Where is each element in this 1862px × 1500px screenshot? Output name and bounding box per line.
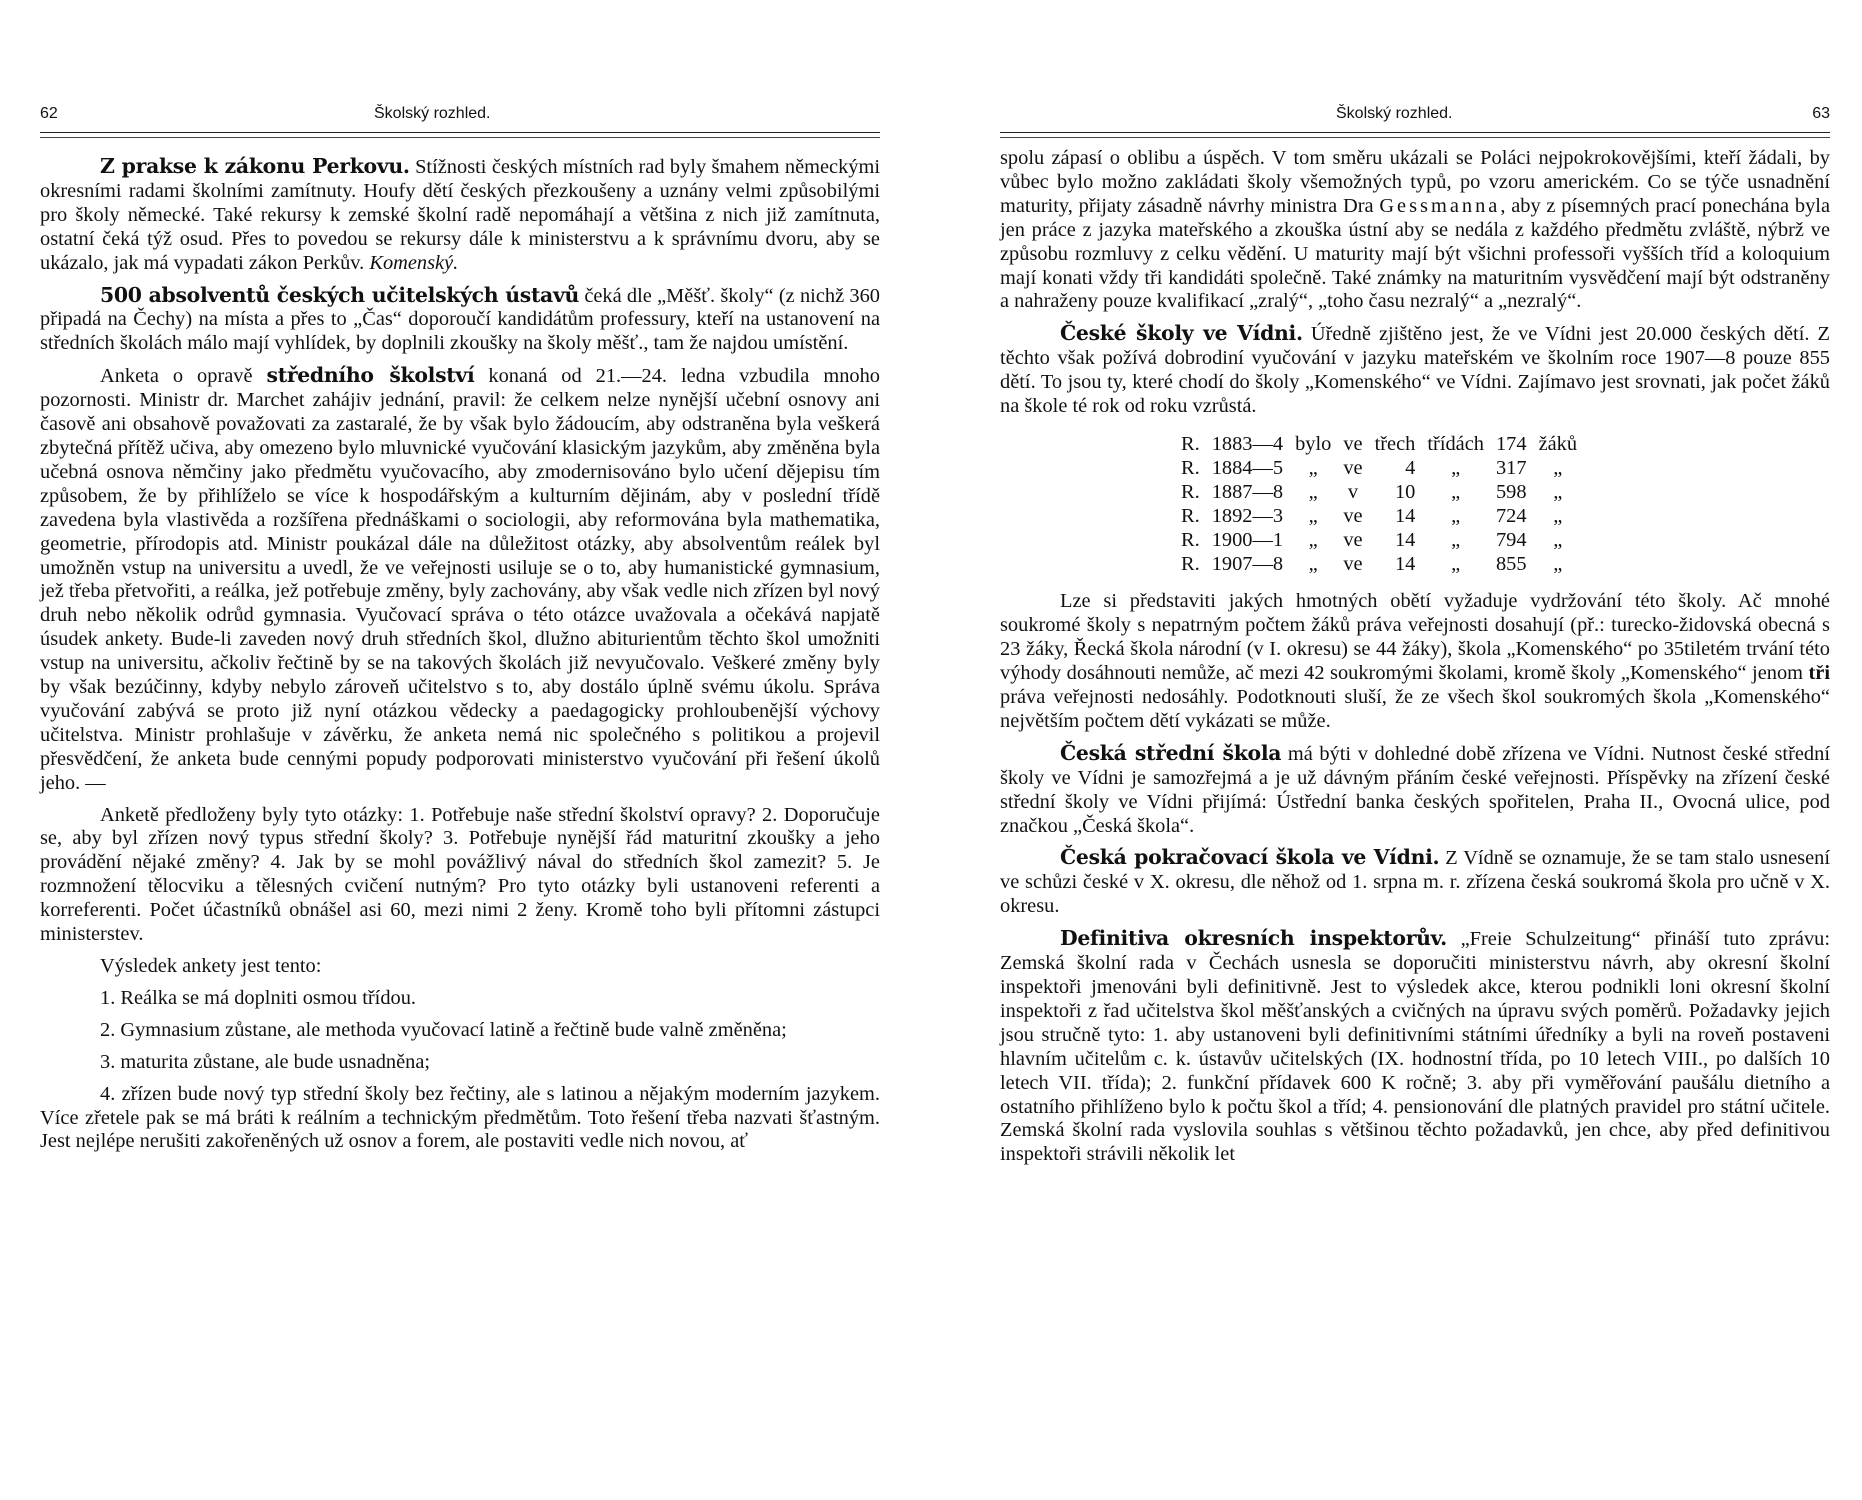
table-cell-c: 10 — [1394, 480, 1416, 503]
paragraph-heading: Definitiva okresních inspektorův. — [1060, 926, 1447, 951]
table-cell-b: ve — [1343, 552, 1363, 575]
left-page — [40, 0, 880, 1500]
emphasis: tři — [1808, 662, 1830, 685]
source-citation: Komenský. — [369, 251, 459, 274]
paragraph-heading: středního školství — [266, 363, 475, 388]
paragraph — [1000, 322, 1830, 419]
left-header-rule — [40, 132, 880, 133]
paragraph — [1000, 590, 1830, 733]
table-cell-r: R. — [1181, 456, 1200, 479]
paragraph — [1000, 846, 1830, 919]
table-cell-year: 1900—1 — [1211, 528, 1284, 551]
right-page — [1000, 0, 1830, 1500]
table-cell-d: „ — [1451, 528, 1461, 551]
paragraph — [1000, 742, 1830, 839]
spaced-name: Gessmanna — [1379, 194, 1501, 217]
list-item: 2. Gymnasium zůstane, ale methoda vyučovací latině a řečtině bude valně změněna; — [100, 1018, 787, 1041]
table-cell-d: „ — [1451, 456, 1461, 479]
table-cell-r: R. — [1181, 480, 1200, 503]
paragraph — [1000, 927, 1830, 1167]
table-row — [1175, 553, 1583, 577]
table-cell-n: 724 — [1495, 504, 1527, 527]
paragraph-text: Úředně zjištěno jest, že ve Vídni jest 20.000 českých dětí. Z těchto však požívá dobrodiní vyučování v jazyku mateřském ve školním roce 1907—8 pouze 855 dětí. To jsou ty, které chodí do školy „Komenského“ ve Vídni. Zajímavo jest srovnati, jak počet žáků na škole té rok od roku vzrůstá. — [1000, 323, 1830, 418]
table-cell-u: „ — [1553, 552, 1563, 575]
table-cell-n: 598 — [1495, 480, 1527, 503]
table-cell-d: „ — [1451, 480, 1461, 503]
right-page-header — [1000, 105, 1830, 129]
paragraph: Výsledek ankety jest tento: — [100, 955, 322, 977]
left-page-body — [40, 155, 880, 1162]
right-header-rule-2 — [1000, 137, 1830, 138]
table-cell-c: 14 — [1394, 528, 1416, 551]
table-cell-n: 317 — [1495, 456, 1527, 479]
table-cell-year: 1883—4 — [1211, 432, 1284, 455]
table-cell-u: žáků — [1538, 432, 1578, 455]
list-item: 4. zřízen bude nový typ střední školy bez řečtiny, ale s latinou a nějakým moderním jazykem. Více zřetele pak se má bráti k reálním a technickým předmětům. Toto řešení třeba nazvati šťastným. Jest nejlépe nerušiti zakořeněných už osnov a forem, ale postaviti vedle nich novou, ať — [40, 1082, 880, 1153]
table-cell-a: „ — [1308, 456, 1318, 479]
paragraph-heading: Česká střední škola — [1060, 740, 1282, 765]
table-cell-year: 1884—5 — [1211, 456, 1284, 479]
paragraph-lead: Lze si představiti jakých hmotných obětí vyžaduje vydržování této školy. Ač mnohé soukromé školy s nepatrným počtem žáků práva veřejnosti dosahují (př.: turecko-židovská obecná s 23 žáky, Řecká škola národní (v I. okresu) se 44 žáky), škola „Komenského“ po 35tiletém trvání této výhody dosáhnouti nemůže, ač mezi 42 soukromými školami, kromě školy „Komenského“ jenom — [1000, 590, 1830, 685]
table-cell-c: 14 — [1394, 504, 1416, 527]
table-cell-r: R. — [1181, 552, 1200, 575]
table-cell-year: 1907—8 — [1211, 552, 1284, 575]
table-cell-year: 1887—8 — [1211, 480, 1284, 503]
right-header-rule — [1000, 132, 1830, 133]
table-cell-year: 1892—3 — [1211, 504, 1284, 527]
table-cell-n: 794 — [1495, 528, 1527, 551]
right-page-body — [1000, 147, 1830, 1175]
table-cell-c: 14 — [1394, 552, 1416, 575]
table-row — [1175, 481, 1583, 505]
paragraph — [40, 155, 880, 276]
paragraph-text: Stížnosti českých místních rad byly šmahem německými okresními radami školními zamítnuty. Houfy dětí českých přezkoušeny a uznány velmi způsobilými pro školy německé. Také rekursy k zemské školní radě nepomáhají a většina z nich již zamítnuta, ostatní čeká týž osud. Přes to povedou se rekursy dále k ministerstvu a k správnímu dvoru, aby se ukázalo, jak má vypadati zákon Perkův. — [40, 156, 880, 274]
paragraph-lead: spolu zápasí o oblibu a úspěch. V tom směru ukázali se Poláci nejpokrokovějšími, kteří žádali, by vůbec bylo možno zakládati školy všemožných typů, po vzoru americkém. Co se týče usnadnění maturity, přijaty zásadně návrhy ministra Dra — [1000, 147, 1830, 217]
table-cell-r: R. — [1181, 528, 1200, 551]
table-cell-b: ve — [1343, 432, 1363, 455]
table-cell-d: „ — [1451, 552, 1461, 575]
paragraph-text: čeká dle „Měšť. školy“ (z nichž 360 připadá na Čechy) na místa a přes to „Čas“ doporoučí kandidátům professury, kteří na ustanovení na středních školách málo mají vyhlídek, by doplnili zkoušky na školy měšť., tam že najdou umístění. — [40, 284, 880, 355]
list-item: 1. Reálka se má doplniti osmou třídou. — [100, 986, 417, 1009]
table-cell-b: ve — [1343, 456, 1363, 479]
table-cell-u: „ — [1553, 528, 1563, 551]
table-cell-d: „ — [1451, 504, 1461, 527]
paragraph-text: , aby z písemných prací ponechána byla jen práce z jazyka mateřského a zkouška ústní aby se nedála z každého předmětu zvláště, nýbrž ve způsobu rozmluvy z celku vědění. U maturity mají být všichni professoři vyšších tříd a koloquium mají konati vždy tři kandidáti společně. Také známky na maturitním vysvědčení mají být odstraněny a nahraženy pouze kvalifikací „zralý“, „toho času nezralý“ a „nezralý“. — [1000, 194, 1830, 313]
table-cell-u: „ — [1553, 480, 1563, 503]
right-page-number: 63 — [1812, 105, 1830, 122]
table-row — [1175, 433, 1583, 457]
paragraph: Anketě předloženy byly tyto otázky: 1. Potřebuje naše střední školství opravy? 2. Doporučuje se, aby byl zřízen nový typus střední školy? 3. Potřebuje nynější řád maturitní zkoušky a jeho provádění nějaké změny? 4. Jak by se mohl povážlivý nával do středních škol zamezit? 5. Je rozmnožení tělocviku a tělesných cvičení nutným? Pro tyto otázky byli ustanoveni referenti a korreferenti. Počet účastníků obnášel asi 60, mezi nimi 2 ženy. Kromě toho byli přítomni zástupci ministerstev. — [40, 803, 880, 946]
table-cell-a: „ — [1308, 552, 1318, 575]
paragraph-text: Z Vídně se oznamuje, že se tam stalo usnesení ve schůzi české v X. okresu, dle něhož od 1. srpna m. r. zřízena česká soukromá škola pro učně v X. okresu. — [1000, 847, 1830, 918]
table-cell-u: „ — [1553, 456, 1563, 479]
table-cell-n: 174 — [1495, 432, 1527, 455]
left-page-number: 62 — [40, 105, 58, 122]
table-cell-n: 855 — [1495, 552, 1527, 575]
table-cell-d: třídách — [1427, 432, 1484, 455]
paragraph-text: práva veřejnosti nedosáhly. Podotknouti sluší, že ze všech škol soukromých škola „Komenského“ největším počtem dětí vykázati se může. — [1000, 686, 1830, 732]
table-cell-a: „ — [1308, 504, 1318, 527]
paragraph-text: má býti v dohledné době zřízena ve Vídni. Nutnost české střední školy ve Vídni je samozřejmá a je už dávným přáním české veřejnosti. Příspěvky na zřízení české střední školy ve Vídni přijímá: Ústřední banka českých spořitelen, Praha II., Ovocná ulice, pod značkou „Česká škola“. — [1000, 742, 1830, 837]
table-cell-a: „ — [1308, 528, 1318, 551]
paragraph-lead: Anketa o opravě — [100, 365, 267, 388]
paragraph-heading: Česká pokračovací škola ve Vídni. — [1060, 845, 1440, 870]
table-cell-a: „ — [1308, 480, 1318, 503]
table-cell-a: bylo — [1295, 432, 1332, 455]
table-cell-c: třech — [1374, 432, 1416, 455]
paragraph-heading: 500 absolventů českých učitelských ústavů — [100, 282, 580, 307]
table-cell-b: ve — [1343, 528, 1363, 551]
table-row — [1175, 505, 1583, 529]
list-item: 3. maturita zůstane, ale bude usnadněna; — [100, 1050, 431, 1073]
right-running-title: Školský rozhled. — [1336, 105, 1453, 122]
enrollment-table — [1175, 433, 1583, 576]
left-header-rule-2 — [40, 137, 880, 138]
paragraph-text: konaná od 21.—24. ledna vzbudila mnoho pozornosti. Ministr dr. Marchet zahájiv jednání, pravil: že celkem nelze nynější učební osnovy ani časově ani obsahově považovati za zastaralé, že by však bylo žádoucím, aby odstraněna byla veškerá zbytečná přítěž učiva, aby omezeno bylo mluvnické vyučování klasickým jazykům, aby změněna byla učebná osnova němčiny jako předmětu vyučovacího, aby zmodernisováno bylo učení dějepisu tím způsobem, že by přihlíželo se více k hospodářským a kulturním dějinám, aby v poslední třídě zavedena byla vlastivěda a rozšířena přednáškami o sociologii, aby reformována byla mathematika, geometrie, přírodopis atd. Ministr poukázal dále na důležitost otázky, aby absolventům reálek byl umožněn vstup na universitu a uvedl, že ve veřejnosti usiluje se o to, aby humanistické gymnasium, jež třeba přetvořiti, a reálka, jež potřebuje změny, byly zachovány, aby však vedle nich zřízen byl nový druh nebo několik odrůd gymnasia. Vyučovací správa o této otázce uvažovala a očekává napjatě úsudek ankety. Bude-li zaveden nový druh středních škol, dlužno abiturientům těchto škol umožniti vstup na universitu, ačkoliv řečtině by se na takových školách již nevyučovalo. Veškeré změny byly by však bezúčinny, kdyby nebylo zároveň učitelstvo s to, aby dostálo úplně svému úkolu. Správa vyučování zabývá se proto již nyní otázkou vědecky a paedagogicky prohloubenější výchovy učitelstva. Ministr prohlašuje v závěrku, že anketa nemá nic společného s politikou a projevil přesvědčení, že anketa bude cennými popudy podporovati ministerstvo vyučování při řešení úkolů jeho. — — [40, 365, 880, 794]
table-cell-b: v — [1347, 480, 1359, 503]
table-cell-u: „ — [1553, 504, 1563, 527]
paragraph-heading: České školy ve Vídni. — [1060, 321, 1303, 346]
table-cell-b: ve — [1343, 504, 1363, 527]
table-row — [1175, 457, 1583, 481]
paragraph-text: „Freie Schulzeitung“ přináší tuto zprávu: Zemská školní rada v Čechách usnesla se doporučiti ministerstvu návrh, aby okresní školní inspektoři jmenováni byli definitivně. Jest to výsledek akce, kterou podnikli loni okresní školní inspektoři z řad učitelstva škol měšťanských a cvičných na úpravu svých poměrů. Požadavky jejich jsou stručně tyto: 1. aby ustanoveni byli definitivními státními úředníky a byli na roveň postaveni hlavním učitelům c. k. ústavův učitelských (IX. hodnostní třída, po 10 letech VIII., po dalších 10 letech VII. třída); 2. funkční přídavek 600 K ročně; 3. aby při vyměřování paušálu dietního a ostatního přihlíženo bylo k počtu škol a tříd; 4. pensionování dle platných pravidel pro státní učitele. Zemská školní rada vyslovila souhlas s většinou těchto požadavků, jen chce, aby před definitivou inspektoři strávili několik let — [1000, 928, 1830, 1166]
left-page-header — [40, 105, 880, 129]
table-cell-r: R. — [1181, 504, 1200, 527]
paragraph-heading: Z prakse k zákonu Perkovu. — [100, 154, 410, 178]
table-cell-r: R. — [1181, 432, 1200, 455]
table-row — [1175, 529, 1583, 553]
paragraph — [40, 284, 880, 357]
paragraph — [1000, 147, 1830, 314]
left-running-title: Školský rozhled. — [374, 105, 491, 122]
table-cell-c: 4 — [1405, 456, 1416, 479]
paragraph — [40, 364, 880, 795]
